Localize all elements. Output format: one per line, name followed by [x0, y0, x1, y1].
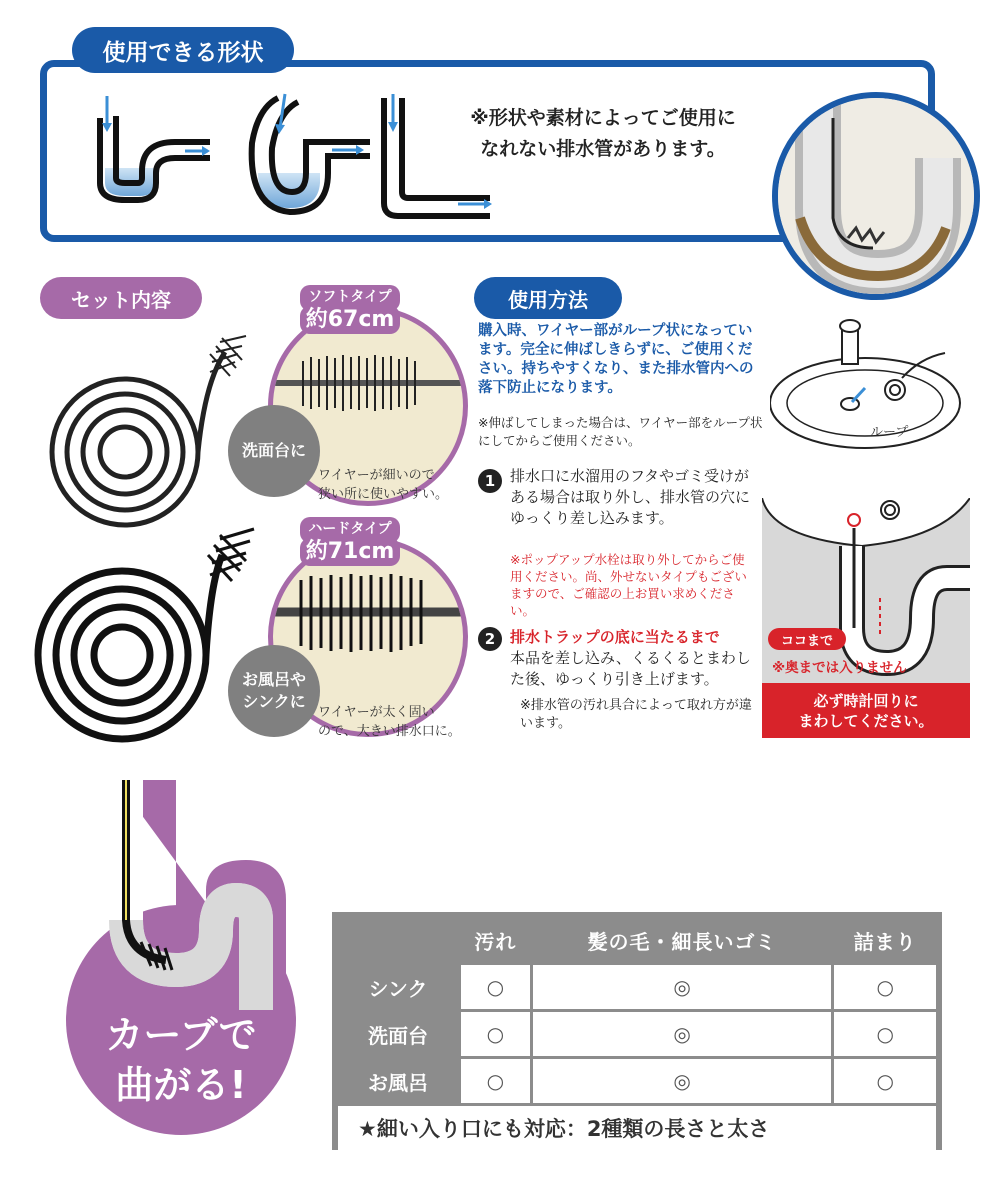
row-label: 洗面台: [338, 1012, 458, 1056]
table-header: 汚れ: [461, 918, 530, 962]
soft-length-label: 約67cm: [300, 306, 400, 334]
table-cell: ○: [834, 1059, 936, 1103]
table-corner: [338, 918, 458, 962]
hard-type-label: ハードタイプ: [300, 517, 400, 543]
drain-photo-circle: [772, 92, 980, 300]
table-cell: ○: [834, 1012, 936, 1056]
step-1-number: 1: [478, 469, 502, 493]
hard-description: ワイヤーが太く固い ので、大きい排水口に。: [318, 705, 461, 739]
clockwise-warning: 必ず時計回りに まわしてください。: [762, 683, 970, 738]
loop-label: ループ: [870, 425, 909, 440]
set-contents-title: セット内容: [40, 277, 202, 319]
table-cell: ◎: [533, 965, 832, 1009]
table-row: [338, 1059, 936, 1103]
table-cell: ○: [461, 1059, 530, 1103]
table-row: [338, 965, 936, 1009]
step-2-note: ※排水管の汚れ具合によって取れ方が違います。: [520, 698, 752, 731]
table-footer-row: [338, 1106, 936, 1150]
shapes-note: ※形状や素材によってご使用に なれない排水管があります。: [470, 107, 736, 160]
usage-note: ※伸ばしてしまった場合は、ワイヤー部をループ状にしてからご使用ください。: [478, 415, 763, 448]
table-cell: ○: [461, 1012, 530, 1056]
no-deep-warning: ※奥までは入りません: [772, 660, 907, 676]
table-header: 髪の毛・細長いゴミ: [533, 918, 832, 962]
soft-description: ワイヤーが細いので 狭い所に使いやすい。: [318, 468, 449, 502]
u-trap-pipe-icon: [85, 96, 210, 216]
row-label: お風呂: [338, 1059, 458, 1103]
soft-use-place: 洗面台に: [228, 405, 320, 497]
table-header: 詰まり: [834, 918, 936, 962]
table-cell: ◎: [533, 1012, 832, 1056]
hard-use-place: お風呂や シンクに: [228, 645, 320, 737]
step-2-number: 2: [478, 627, 502, 651]
table-cell: ○: [834, 965, 936, 1009]
compatibility-table: [332, 912, 942, 1150]
curved-pipe-illustration: [86, 770, 286, 1030]
step-1-note: ※ポップアップ水栓は取り外してからご使用ください。尚、外せないタイプもございますので、ご確認の上お買い求めください。: [510, 552, 747, 618]
table-footer: ★細い入り口にも対応：2種類の長さと太さ: [338, 1106, 936, 1150]
table-header-row: [338, 918, 936, 962]
drain-pipe-photo-icon: [778, 98, 974, 294]
shapes-title: 使用できる形状: [72, 27, 294, 73]
curve-badge-text: カーブで 曲がる!: [105, 1013, 257, 1107]
s-trap-pipe-icon: [252, 94, 370, 212]
usage-lead-text: 購入時、ワイヤー部がループ状になっています。完全に伸ばしきらずに、ご使用ください。持ちやすくなり、また排水管内への落下防止になります。: [478, 323, 754, 396]
table-cell: ◎: [533, 1059, 832, 1103]
step-1-text: 排水口に水溜用のフタやゴミ受けがある場合は取り外し、排水管の穴にゆっくり差し込みます。: [510, 467, 751, 527]
row-label: シンク: [338, 965, 458, 1009]
usage-title: 使用方法: [474, 277, 622, 319]
hard-length-label: 約71cm: [300, 538, 400, 566]
here-label: ココまで: [768, 628, 846, 650]
table-cell: ○: [461, 965, 530, 1009]
pipe-shapes-illustration: [80, 88, 500, 228]
soft-type-label: ソフトタイプ: [300, 285, 400, 311]
step-2-text: 本品を差し込み、くるくるとまわした後、ゆっくり引き上げます。: [510, 649, 751, 688]
table-row: [338, 1012, 936, 1056]
step-2-heading: 排水トラップの底に当たるまで: [510, 628, 720, 646]
